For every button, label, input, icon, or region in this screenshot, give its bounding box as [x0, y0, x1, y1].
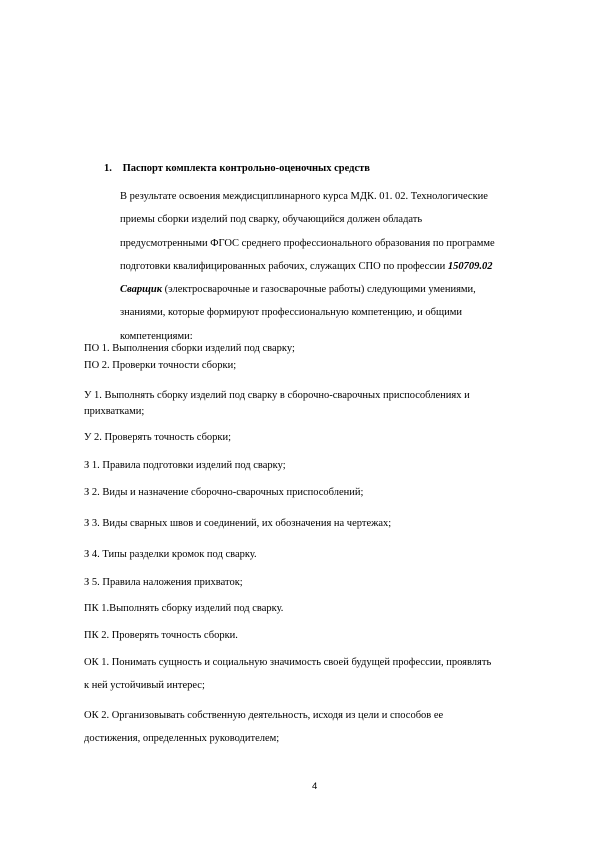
list-item: прихватками;: [84, 406, 145, 417]
list-item: ПО 2. Проверки точности сборки;: [84, 360, 237, 371]
list-item: У 2. Проверять точность сборки;: [84, 432, 232, 443]
intro-paragraph: [120, 185, 560, 348]
list-item: З 4. Типы разделки кромок под сварку.: [84, 549, 257, 560]
intro-line: компетенциями:: [120, 330, 193, 342]
section-heading: [104, 163, 370, 174]
list-item: З 2. Виды и назначение сборочно-сварочных приспособлений;: [84, 487, 364, 498]
page-number: 4: [312, 781, 318, 792]
list-item: ОК 1. Понимать сущность и социальную значимость своей будущей профессии, проявлять: [84, 657, 492, 668]
list-item: ПК 1.Выполнять сборку изделий под сварку.: [84, 603, 284, 614]
profession-name: Сварщик: [120, 284, 163, 296]
list-item: З 5. Правила наложения прихваток;: [84, 577, 243, 588]
list-item: ПК 2. Проверять точность сборки.: [84, 630, 238, 641]
intro-line: приемы сборки изделий под сварку, обучающийся должен обладать: [120, 214, 423, 226]
intro-line: знаниями, которые формируют профессиональную компетенцию, и общими: [120, 307, 462, 319]
intro-text: (электросварочные и газосварочные работы) следующими умениями,: [162, 284, 476, 296]
profession-code: 150709.02: [447, 260, 493, 272]
section-title: Паспорт комплекта контрольно-оценочных средств: [122, 163, 370, 174]
intro-line: [120, 255, 560, 278]
section-number: 1.: [104, 163, 112, 174]
intro-text: подготовки квалифицированных рабочих, служащих СПО по профессии: [120, 260, 448, 272]
list-item: З 3. Виды сварных швов и соединений, их обозначения на чертежах;: [84, 518, 392, 529]
list-item: З 1. Правила подготовки изделий под сварку;: [84, 460, 286, 471]
list-item: ПО 1. Выполнения сборки изделий под сварку;: [84, 343, 295, 354]
intro-line: [120, 278, 560, 301]
list-item: ОК 2. Организовывать собственную деятельность, исходя из цели и способов ее: [84, 710, 444, 721]
list-item: достижения, определенных руководителем;: [84, 733, 280, 744]
intro-line: В результате освоения междисциплинарного курса МДК. 01. 02. Технологические: [120, 191, 488, 202]
list-item: У 1. Выполнять сборку изделий под сварку в сборочно-сварочных приспособлениях и: [84, 390, 470, 401]
list-item: к ней устойчивый интерес;: [84, 680, 205, 691]
intro-line: предусмотренными ФГОС среднего профессионального образования по программе: [120, 237, 495, 249]
